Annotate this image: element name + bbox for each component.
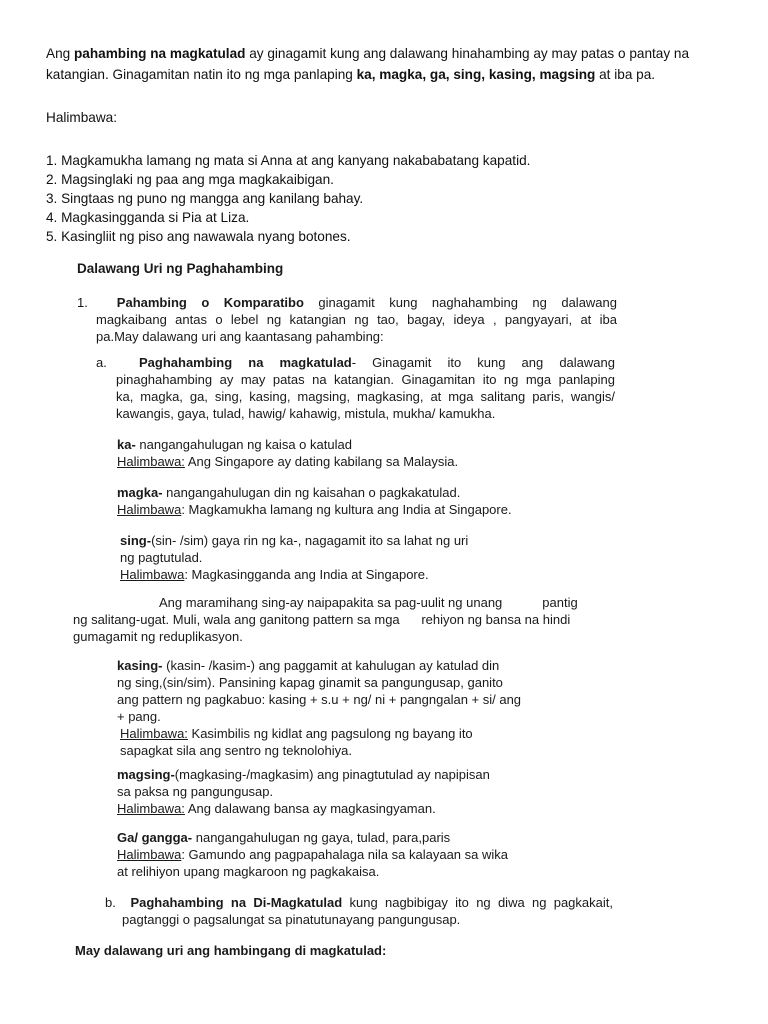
- halimbawa-label: Halimbawa: [117, 847, 182, 862]
- affix-term: magka-: [117, 485, 163, 500]
- text-line: sa paksa ng pangungusap.: [117, 784, 274, 799]
- affix-definition: (magkasing-/magkasim) ang pinagtutulad ay napipisan: [174, 767, 490, 782]
- affix-definition: nangangahulugan ng gaya, tulad, para,paris: [192, 830, 451, 845]
- item-term: Pahambing o Komparatibo: [116, 295, 304, 310]
- text-line: ng sing,(sin/sim). Pansining kapag ginamit sa pangungusap, ganito: [117, 675, 503, 690]
- intro-section: [46, 43, 736, 245]
- affix-definition: nangangahulugan din ng kaisahan o pagkakatulad.: [162, 485, 461, 500]
- example-item: 4. Magkasingganda si Pia at Liza.: [46, 210, 250, 225]
- affix-definition: nangangahulugan ng kaisa o katulad: [135, 437, 352, 452]
- affix-term: sing-: [120, 533, 152, 548]
- affix-kasing: [117, 657, 521, 759]
- example-text: : Magkasingganda ang India at Singapore.: [184, 567, 429, 582]
- text-line: ka, magka, ga, sing, kasing, magsing, magkasing, at mga salitang paris, wangis/: [116, 389, 615, 404]
- example-item: 2. Magsinglaki ng paa ang mga magkakaibigan.: [46, 172, 334, 187]
- item-1: [77, 294, 617, 345]
- affix-term: ka-: [117, 437, 136, 452]
- text-line: gumagamit ng reduplikasyon.: [73, 629, 243, 644]
- affix-ka: [117, 436, 458, 470]
- halimbawa-label: Halimbawa: [120, 567, 185, 582]
- text-line: magkaibang antas o lebel ng katangian ng tao, bagay, ideya , pangyayari, at iba: [96, 312, 617, 327]
- affix-term: kasing-: [117, 658, 163, 673]
- subitem-label: b.: [105, 895, 116, 910]
- text-run: ay ginagamit kung ang dalawang hinahambing ay may patas o pantay na katangian. Ginagamitan natin ito ng mga panlaping: [46, 46, 690, 82]
- affix-definition: (kasin- /kasim-) ang paggamit at kahulugan ay katulad din: [162, 658, 500, 673]
- halimbawa-label: Halimbawa:: [120, 726, 188, 741]
- text-run: kung nagbibigay ito ng diwa ng pagkakait,: [342, 895, 613, 910]
- affix-ga: [117, 829, 508, 880]
- affix-magsing: [117, 766, 490, 817]
- subitem-term: Paghahambing na Di-Magkatulad: [130, 895, 343, 910]
- text-line: ang pattern ng pagkabuo: kasing + s.u + ng/ ni + pangngalan + si/ ang: [117, 692, 522, 707]
- text-run: - Ginagamit ito kung ang dalawang: [351, 355, 615, 370]
- subitem-b: [105, 894, 613, 928]
- text-line: pagtanggi o pagsalungat sa pinatutunayang pangungusap.: [122, 912, 461, 927]
- subitem-term: Paghahambing na magkatulad: [139, 355, 352, 370]
- section-heading: [77, 260, 283, 277]
- text-line: pinaghahambing ay may patas na katangian. Ginagamitan ito ng mga panlaping: [116, 372, 615, 387]
- affix-magka: [117, 484, 512, 518]
- text-line: + pang.: [117, 709, 161, 724]
- text-line: pa.May dalawang uri ang kaantasang pahambing:: [96, 329, 384, 344]
- text-run: ginagamit kung naghahambing ng dalawang: [303, 295, 618, 310]
- text-line: at relihiyon upang magkaroon ng pagkakaisa.: [117, 864, 380, 879]
- affix-definition: (sin- /sim) gaya rin ng ka-, nagagamit ito sa lahat ng uri: [151, 533, 469, 548]
- bold-term: pahambing na magkatulad: [73, 46, 246, 61]
- halimbawa-label: Halimbawa:: [117, 801, 185, 816]
- text-line: ng salitang-ugat. Muli, wala ang ganitong pattern sa mga rehiyon ng bansa na hindi: [73, 612, 571, 627]
- example-text: : Gamundo ang pagpapahalaga nila sa kalayaan sa wika: [181, 847, 508, 862]
- heading-text: Dalawang Uri ng Paghahambing: [77, 261, 284, 276]
- text-run: pantig: [542, 595, 578, 610]
- text-run: Ang: [46, 46, 74, 61]
- example-text: Ang dalawang bansa ay magkasingyaman.: [184, 801, 436, 816]
- affix-sing: [120, 532, 468, 583]
- subitem-a: [96, 354, 615, 422]
- example-text: Ang Singapore ay dating kabilang sa Malaysia.: [184, 454, 459, 469]
- reduplication-paragraph: [73, 594, 613, 645]
- halimbawa-label: Halimbawa:: [46, 110, 118, 125]
- item-number: 1.: [77, 295, 88, 310]
- example-item: 1. Magkamukha lamang ng mata si Anna at ang kanyang nakababatang kapatid.: [46, 153, 531, 168]
- heading-text: May dalawang uri ang hambingang di magkatulad:: [75, 943, 387, 958]
- example-text: Kasimbilis ng kidlat ang pagsulong ng bayang ito: [187, 726, 473, 741]
- subitem-label: a.: [96, 355, 107, 370]
- text-run: at iba pa.: [595, 67, 656, 82]
- bold-affixes: ka, magka, ga, sing, kasing, magsing: [356, 67, 596, 82]
- text-line: sapagkat sila ang sentro ng teknolohiya.: [120, 743, 352, 758]
- intro-paragraph: [46, 43, 736, 85]
- example-text: : Magkamukha lamang ng kultura ang India at Singapore.: [181, 502, 512, 517]
- affix-term: magsing-: [117, 767, 175, 782]
- text-line: kawangis, gaya, tulad, hawig/ kahawig, mistula, mukha/ kamukha.: [116, 406, 496, 421]
- affix-term: Ga/ gangga-: [117, 830, 193, 845]
- example-item: 3. Singtaas ng puno ng mangga ang kanilang bahay.: [46, 191, 364, 206]
- halimbawa-label: Halimbawa:: [117, 454, 185, 469]
- example-list: [46, 150, 736, 245]
- example-item: 5. Kasingliit ng piso ang nawawala nyang botones.: [46, 229, 351, 244]
- text-run: Ang maramihang sing-ay naipapakita sa pag-uulit ng unang: [159, 595, 503, 610]
- text-line: ng pagtutulad.: [120, 550, 203, 565]
- closing-heading: [75, 942, 386, 959]
- halimbawa-label: Halimbawa: [117, 502, 182, 517]
